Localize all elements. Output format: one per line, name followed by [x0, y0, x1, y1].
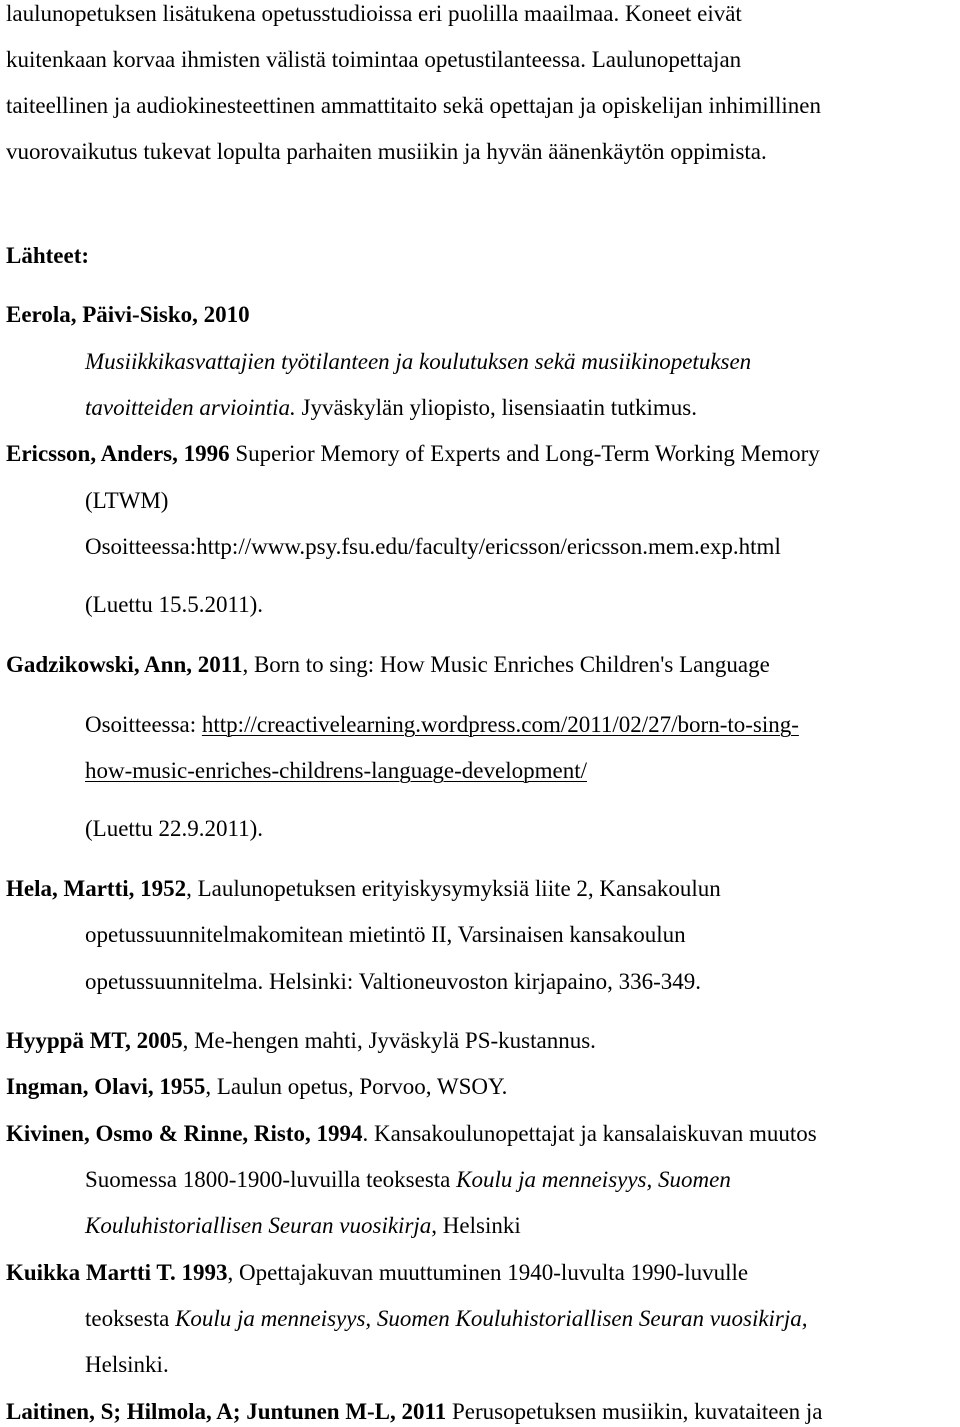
reference-url-link[interactable]: http://creactivelearning.wordpress.com/2011/02/27/born-to-sing- — [201, 712, 799, 737]
reference-author: Ericsson, Anders, 1996 — [6, 441, 230, 466]
reference-line — [6, 1027, 596, 1055]
reference-author: Hela, Martti, 1952 — [6, 876, 187, 901]
reference-title: Superior Memory of Experts and Long-Term Working Memory — [229, 441, 820, 466]
reference-line: opetussuunnitelma. Helsinki: Valtioneuvoston kirjapaino, 336-349. — [85, 969, 702, 994]
reference-title: , Opettajakuvan muuttuminen 1940-luvulta 1990-luvulle — [227, 1260, 749, 1285]
reference-read-date: (Luettu 15.5.2011). — [85, 592, 264, 617]
reference-title: Perusopetuksen musiikin, kuvataiteen ja — [446, 1399, 823, 1424]
sources-heading: Lähteet: — [6, 243, 90, 268]
reference-title: Musiikkikasvattajien työtilanteen ja koulutuksen sekä musiikinopetuksen — [85, 349, 752, 374]
reference-author: Ingman, Olavi, 1955 — [6, 1074, 206, 1099]
reference-title: tavoitteiden arviointia. — [85, 395, 296, 420]
reference-address: Osoitteessa:http://www.psy.fsu.edu/faculty/ericsson/ericsson.mem.exp.html — [85, 534, 781, 559]
reference-url-link[interactable]: how-music-enriches-childrens-language-development/ — [85, 758, 587, 783]
reference-title: , Me-hengen mahti, Jyväskylä PS-kustannus. — [182, 1028, 596, 1053]
reference-author: Hyyppä MT, 2005 — [6, 1028, 183, 1053]
reference-line — [85, 1305, 808, 1333]
intro-line: taiteellinen ja audiokinesteettinen ammattitaito sekä opettajan ja opiskelijan inhimillinen — [6, 93, 821, 118]
reference-title: , Born to sing: How Music Enriches Children's Language — [242, 652, 770, 677]
reference-line: (LTWM) — [85, 488, 169, 513]
reference-line — [6, 875, 721, 903]
reference-line — [6, 440, 820, 468]
reference-author: Kuikka Martti T. 1993 — [6, 1260, 228, 1285]
reference-line — [85, 711, 799, 739]
reference-line — [85, 757, 587, 785]
intro-line: kuitenkaan korvaa ihmisten välistä toimintaa opetustilanteessa. Laulunopettajan — [6, 47, 742, 72]
reference-line: Helsinki. — [85, 1352, 169, 1377]
reference-author: Eerola, Päivi-Sisko, 2010 — [6, 302, 250, 327]
reference-address-label: Osoitteessa: — [85, 712, 202, 737]
intro-line: vuorovaikutus tukevat lopulta parhaiten musiikin ja hyvän äänenkäytön oppimista. — [6, 139, 767, 164]
reference-author: Kivinen, Osmo & Rinne, Risto, 1994 — [6, 1121, 363, 1146]
reference-line — [6, 1073, 507, 1101]
reference-book-title: Koulu ja menneisyys, Suomen Kouluhistoriallisen Seuran vuosikirja, — [175, 1306, 808, 1331]
reference-line — [6, 651, 770, 679]
reference-line — [6, 1259, 748, 1287]
reference-title: , Laulun opetus, Porvoo, WSOY. — [205, 1074, 508, 1099]
reference-title: , Laulunopetuksen erityiskysymyksiä liite 2, Kansakoulun — [186, 876, 721, 901]
reference-text: Suomessa 1800-1900-luvuilla teoksesta — [85, 1167, 457, 1192]
reference-text: , Helsinki — [431, 1213, 521, 1238]
reference-line — [6, 1398, 823, 1426]
reference-author: Gadzikowski, Ann, 2011 — [6, 652, 243, 677]
reference-publisher: Jyväskylän yliopisto, lisensiaatin tutkimus. — [295, 395, 698, 420]
reference-line — [6, 1120, 817, 1148]
reference-title: . Kansakoulunopettajat ja kansalaiskuvan muutos — [362, 1121, 817, 1146]
reference-book-title: Koulu ja menneisyys, Suomen — [456, 1167, 731, 1192]
reference-line — [85, 394, 697, 422]
reference-text: teoksesta — [85, 1306, 176, 1331]
reference-author: Laitinen, S; Hilmola, A; Juntunen M-L, 2011 — [6, 1399, 447, 1424]
intro-line: laulunopetuksen lisätukena opetusstudioissa eri puolilla maailmaa. Koneet eivät — [6, 1, 742, 26]
reference-line — [85, 1166, 731, 1194]
reference-line — [85, 1212, 521, 1240]
reference-line: opetussuunnitelmakomitean mietintö II, Varsinaisen kansakoulun — [85, 922, 686, 947]
reference-read-date: (Luettu 22.9.2011). — [85, 816, 264, 841]
reference-book-title: Kouluhistoriallisen Seuran vuosikirja — [85, 1213, 432, 1238]
